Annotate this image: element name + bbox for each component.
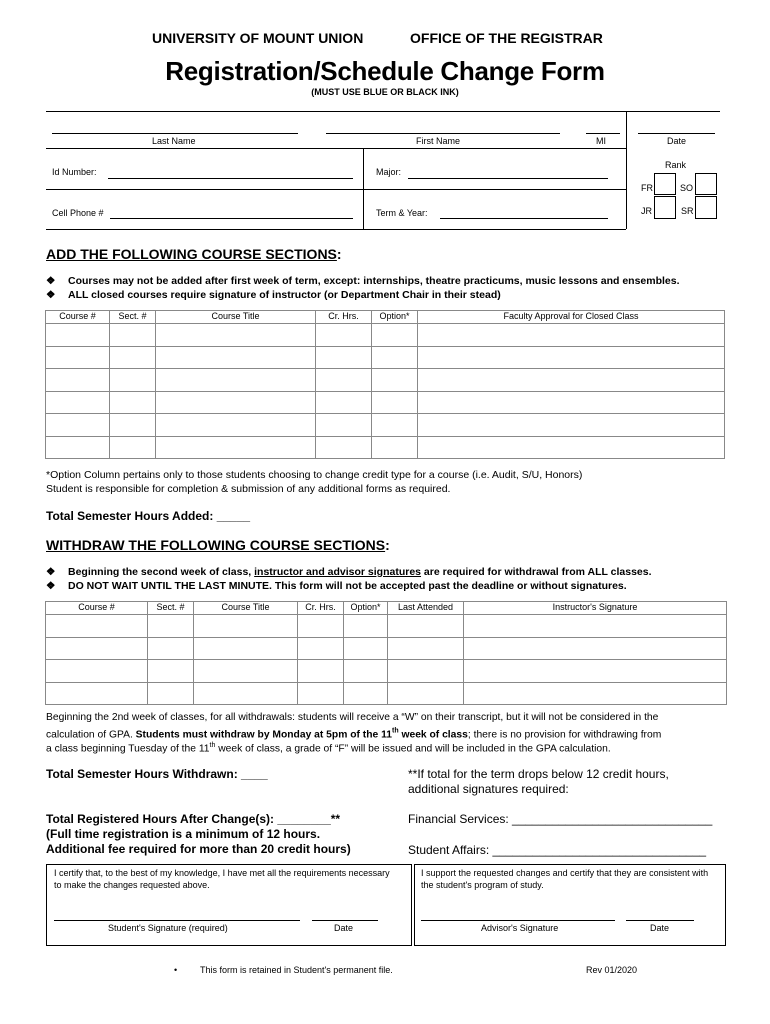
footer-retained-note: This form is retained in Student's permanent file. xyxy=(200,965,393,975)
add-section-heading xyxy=(46,246,342,264)
withdraw-col-sect: Sect. # xyxy=(148,602,194,615)
major-label: Major: xyxy=(376,167,402,177)
total-hours-added[interactable]: Total Semester Hours Added: _____ xyxy=(46,509,251,523)
withdraw-bullet-1-part-a: Beginning the second week of class, xyxy=(68,566,255,578)
withdraw-heading-text: WITHDRAW THE FOLLOWING COURSE SECTIONS xyxy=(46,537,386,553)
info-rule-2 xyxy=(46,189,626,190)
credit-hours-note-2: additional signatures required: xyxy=(408,782,569,796)
mi-field[interactable] xyxy=(586,133,620,134)
withdraw-bullet-2 xyxy=(46,580,627,592)
total-hours-withdrawn[interactable]: Total Semester Hours Withdrawn: ____ xyxy=(46,767,268,781)
credit-hours-note-1: **If total for the term drops below 12 credit hours, xyxy=(408,767,669,781)
table-row[interactable] xyxy=(46,369,725,392)
revision-label: Rev 01/2020 xyxy=(586,965,638,975)
rank-fr-label: FR xyxy=(641,183,653,193)
page-title: Registration/Schedule Change Form xyxy=(165,56,605,86)
table-row[interactable] xyxy=(46,414,725,437)
rank-sr-checkbox[interactable] xyxy=(695,196,717,219)
diamond-bullet-icon: ❖ xyxy=(46,566,56,578)
info-bottom-rule xyxy=(46,229,626,230)
student-certify-text-2: to make the changes requested above. xyxy=(54,880,210,890)
add-courses-table xyxy=(45,310,725,459)
full-time-note: (Full time registration is a minimum of 12 hours. xyxy=(46,827,321,841)
table-row[interactable] xyxy=(46,660,727,683)
cell-phone-label: Cell Phone # xyxy=(52,208,104,218)
withdraw-col-signature: Instructor's Signature xyxy=(464,602,727,615)
table-row[interactable] xyxy=(46,391,725,414)
table-row[interactable] xyxy=(46,615,727,638)
term-year-label: Term & Year: xyxy=(376,208,428,218)
withdraw-courses-table xyxy=(45,601,727,705)
university-name: UNIVERSITY OF MOUNT UNION xyxy=(152,30,364,46)
first-name-label: First Name xyxy=(416,136,461,146)
last-name-field[interactable] xyxy=(52,133,298,134)
add-col-option: Option* xyxy=(372,311,418,324)
add-col-credits: Cr. Hrs. xyxy=(316,311,372,324)
student-date-field[interactable] xyxy=(312,920,378,921)
add-heading-text: ADD THE FOLLOWING COURSE SECTIONS xyxy=(46,246,337,262)
mi-label: MI xyxy=(596,136,606,146)
add-bullet-2-text: ALL closed courses require signature of instructor (or Department Chair in their stead) xyxy=(68,289,501,301)
student-affairs-signature[interactable]: Student Affairs: ________________________________ xyxy=(408,843,707,857)
major-field[interactable] xyxy=(408,178,608,179)
table-row[interactable] xyxy=(46,682,727,705)
add-col-title: Course Title xyxy=(156,311,316,324)
footer-bullet-icon: • xyxy=(174,965,178,975)
advisor-signature-label: Advisor's Signature xyxy=(481,923,559,933)
advisor-certify-text-2: the student's program of study. xyxy=(421,880,544,890)
para-3-c: week of class, a grade of “F” will be issued and will be included in the GPA calculation. xyxy=(215,743,611,755)
para-2-sup: th xyxy=(391,728,399,735)
withdraw-bullet-1-part-c: are required for withdrawal from ALL classes. xyxy=(421,566,652,578)
add-heading-colon: : xyxy=(336,246,342,262)
rank-fr-checkbox[interactable] xyxy=(654,173,676,195)
withdraw-bullet-2-text: DO NOT WAIT UNTIL THE LAST MINUTE. This form will not be accepted past the deadline or without signatures. xyxy=(68,580,627,592)
additional-fee-note: Additional fee required for more than 20 credit hours) xyxy=(46,842,351,856)
para-2-b: Students must withdraw by Monday at 5pm of the 11 xyxy=(135,729,392,741)
total-hours-after-change[interactable]: Total Registered Hours After Change(s): ________** xyxy=(46,812,341,826)
rank-so-label: SO xyxy=(680,183,694,193)
withdraw-table-header xyxy=(46,602,727,615)
first-name-field[interactable] xyxy=(326,133,560,134)
add-col-course: Course # xyxy=(46,311,110,324)
withdraw-col-course: Course # xyxy=(46,602,148,615)
cell-phone-field[interactable] xyxy=(110,218,353,219)
rank-jr-label: JR xyxy=(641,206,652,216)
withdraw-col-title: Course Title xyxy=(194,602,298,615)
student-date-label: Date xyxy=(334,923,354,933)
withdraw-para-line-1: Beginning the 2nd week of classes, for all withdrawals: students will receive a “W” on their transcript, but it will not be considered in the xyxy=(46,712,659,723)
table-row[interactable] xyxy=(46,324,725,347)
withdraw-section-heading xyxy=(46,537,390,555)
advisor-date-field[interactable] xyxy=(626,920,694,921)
withdraw-para-line-3 xyxy=(46,739,611,756)
para-3-a: a class beginning Tuesday of the 11 xyxy=(46,743,210,755)
diamond-bullet-icon: ❖ xyxy=(46,289,56,301)
ink-note: (MUST USE BLUE OR BLACK INK) xyxy=(311,87,459,97)
office-name: OFFICE OF THE REGISTRAR xyxy=(410,30,603,46)
info-top-rule xyxy=(46,111,626,112)
table-row[interactable] xyxy=(46,637,727,660)
advisor-date-label: Date xyxy=(650,923,670,933)
date-label: Date xyxy=(667,136,687,146)
term-year-field[interactable] xyxy=(440,218,608,219)
responsibility-note: Student is responsible for completion & submission of any additional forms as required. xyxy=(46,483,451,495)
id-number-field[interactable] xyxy=(108,178,353,179)
add-bullet-1 xyxy=(46,275,680,287)
add-table-header xyxy=(46,311,725,324)
student-signature-label: Student's Signature (required) xyxy=(108,923,228,933)
rank-label: Rank xyxy=(665,160,687,170)
diamond-bullet-icon: ❖ xyxy=(46,275,56,287)
withdraw-bullet-1 xyxy=(46,566,652,578)
add-col-sect: Sect. # xyxy=(110,311,156,324)
option-note: *Option Column pertains only to those students choosing to change credit type for a course (i.e. Audit, S/U, Honors) xyxy=(46,469,583,481)
advisor-certify-text-1: I support the requested changes and certify that they are consistent with xyxy=(421,868,709,878)
rank-jr-checkbox[interactable] xyxy=(654,196,676,219)
student-signature-field[interactable] xyxy=(54,920,300,921)
last-name-label: Last Name xyxy=(152,136,196,146)
table-row[interactable] xyxy=(46,436,725,459)
add-bullet-1-text: Courses may not be added after first week of term, except: internships, theatre practicums, music lessons and ensembles. xyxy=(68,275,680,287)
rank-sr-label: SR xyxy=(681,206,694,216)
info-rule-1 xyxy=(46,148,626,149)
para-2-e: ; there is no provision for withdrawing from xyxy=(467,729,662,741)
student-certify-text-1: I certify that, to the best of my knowledge, I have met all the requirements necessary xyxy=(54,868,390,878)
table-row[interactable] xyxy=(46,346,725,369)
diamond-bullet-icon: ❖ xyxy=(46,580,56,592)
para-2-d: week of class xyxy=(398,729,468,741)
withdraw-col-last-attended: Last Attended xyxy=(388,602,464,615)
withdraw-col-option: Option* xyxy=(344,602,388,615)
para-3-sup: th xyxy=(209,742,216,749)
info-top-rule-right xyxy=(626,111,720,112)
id-number-label: Id Number: xyxy=(52,167,97,177)
withdraw-bullet-1-underlined: instructor and advisor signatures xyxy=(254,566,422,578)
date-field[interactable] xyxy=(638,133,715,134)
rank-so-checkbox[interactable] xyxy=(695,173,717,195)
withdraw-col-credits: Cr. Hrs. xyxy=(298,602,344,615)
rank-divider xyxy=(626,111,627,229)
add-col-approval: Faculty Approval for Closed Class xyxy=(418,311,725,324)
withdraw-heading-colon: : xyxy=(385,537,390,553)
add-bullet-2 xyxy=(46,289,501,301)
para-2-a: calculation of GPA. xyxy=(46,729,136,741)
financial-services-signature[interactable]: Financial Services: ______________________________ xyxy=(408,812,713,826)
advisor-signature-field[interactable] xyxy=(421,920,615,921)
